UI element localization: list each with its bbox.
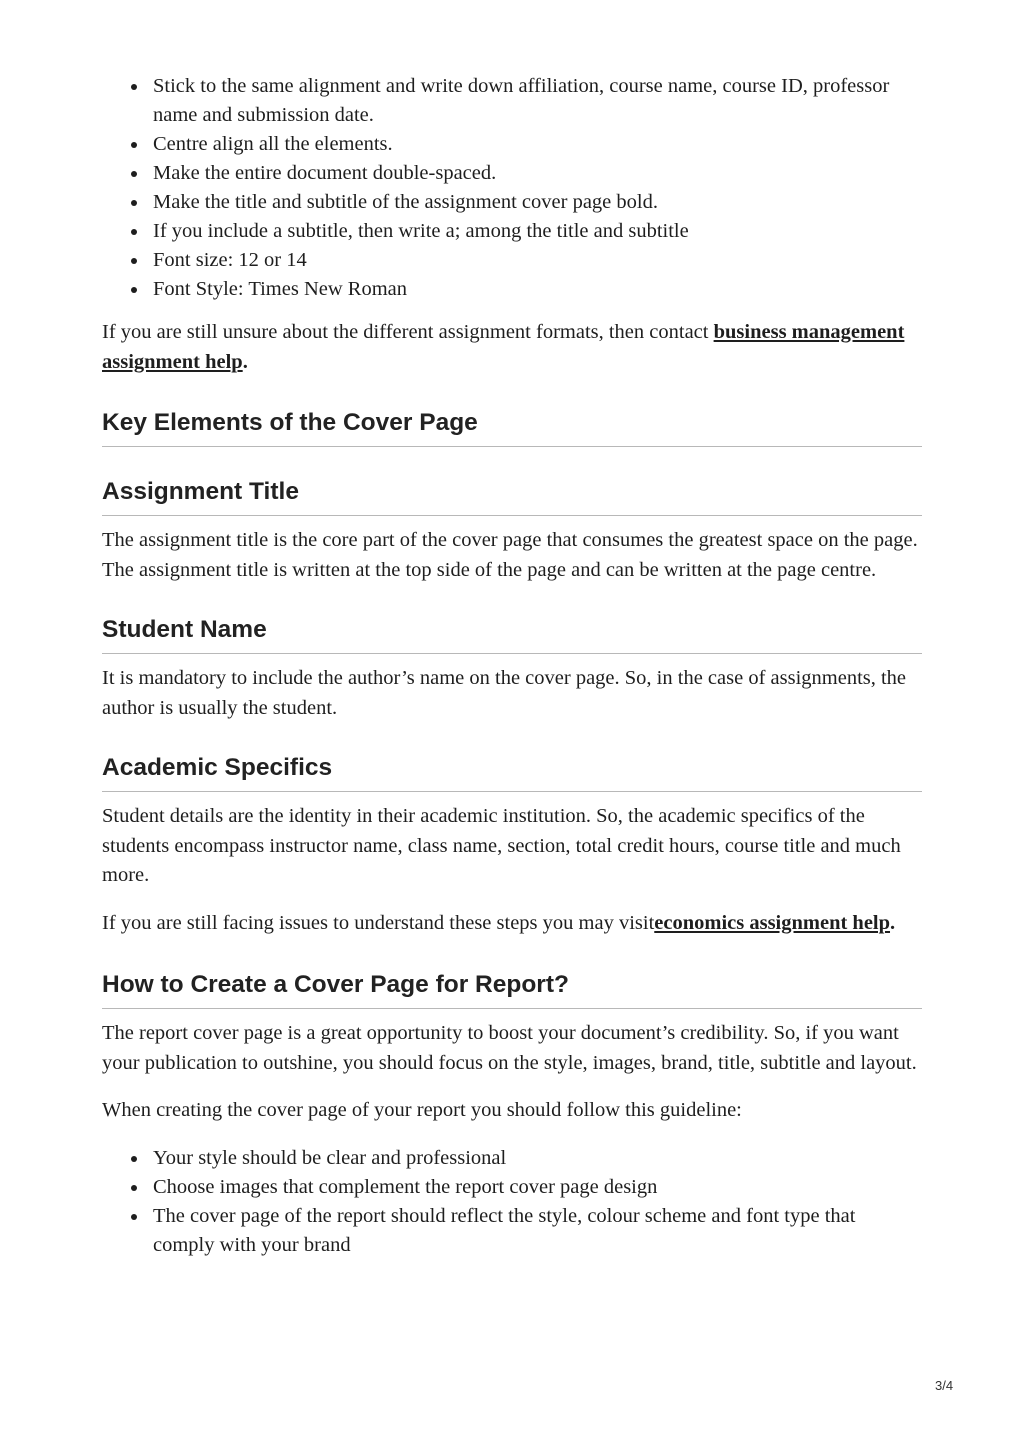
contact-paragraph — [102, 318, 922, 377]
list-item: Font size: 12 or 14 — [153, 246, 922, 275]
formatting-bullet-list — [102, 72, 922, 304]
heading-academic-specifics: Academic Specifics — [102, 753, 922, 792]
page-number: 3/4 — [935, 1378, 954, 1393]
heading-student-name: Student Name — [102, 615, 922, 654]
contact-suffix: . — [242, 350, 248, 373]
visit-text: If you are still facing issues to understand these steps you may visit — [102, 911, 655, 934]
report-bullet-list — [102, 1144, 922, 1260]
list-item: Choose images that complement the report cover page design — [153, 1173, 922, 1202]
visit-paragraph — [102, 909, 922, 939]
economics-help-link[interactable]: economics assignment help — [654, 911, 891, 934]
academic-specifics-paragraph: Student details are the identity in their academic institution. So, the academic specifics of the students encompass instructor name, class name, section, total credit hours, course title and much more. — [102, 805, 901, 886]
heading-assignment-title: Assignment Title — [102, 477, 922, 516]
heading-key-elements: Key Elements of the Cover Page — [102, 408, 922, 447]
visit-suffix: . — [890, 911, 896, 934]
list-item: Your style should be clear and professional — [153, 1144, 922, 1173]
list-item: Centre align all the elements. — [153, 130, 922, 159]
report-paragraph: The report cover page is a great opportunity to boost your document’s credibility. So, if you want your publication to outshine, you should focus on the style, images, brand, title, subtitle and layout. — [102, 1022, 917, 1074]
assignment-title-paragraph: The assignment title is the core part of the cover page that consumes the greatest space on the page. The assignment title is written at the top side of the page and can be written at the page centre. — [102, 529, 918, 581]
list-item: Make the title and subtitle of the assignment cover page bold. — [153, 188, 922, 217]
guideline-paragraph: When creating the cover page of your report you should follow this guideline: — [102, 1099, 742, 1121]
student-name-paragraph: It is mandatory to include the author’s name on the cover page. So, in the case of assignments, the author is usually the student. — [102, 667, 907, 719]
list-item: Make the entire document double-spaced. — [153, 159, 922, 188]
list-item: If you include a subtitle, then write a; among the title and subtitle — [153, 217, 922, 246]
list-item: The cover page of the report should reflect the style, colour scheme and font type that comply with your brand — [153, 1202, 922, 1260]
list-item: Stick to the same alignment and write down affiliation, course name, course ID, professor name and submission date. — [153, 72, 922, 130]
heading-report-cover: How to Create a Cover Page for Report? — [102, 970, 922, 1009]
business-management-help-link[interactable]: business management assignment help — [102, 321, 905, 373]
document-page — [102, 72, 922, 1260]
list-item: Font Style: Times New Roman — [153, 275, 922, 304]
contact-text: If you are still unsure about the different assignment formats, then contact — [102, 321, 714, 343]
